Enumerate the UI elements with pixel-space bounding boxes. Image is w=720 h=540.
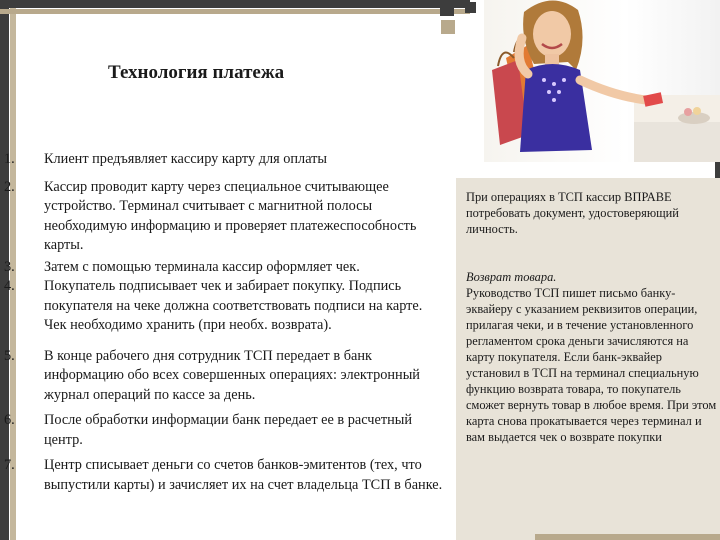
step-item (4, 178, 444, 256)
step-item (4, 411, 444, 450)
return-note-text: Руководство ТСП пишет письмо банку-эквайеру с указанием реквизитов операции, прилагая чеки, и в течение установленного регламентом срока деньги зачисляются на карту покупателя. Если банк-эквайер установил в ТСП на терминал специальную функцию возврата товара, то покупатель сможет вернуть товар в любое время. При этом карта снова прокатывается через терминал и вам выдается чек о возврате покупки (466, 286, 717, 444)
payment-steps-list (4, 150, 444, 495)
step-text: Затем с помощью терминала кассир оформляет чек. (44, 258, 360, 275)
return-note-heading: Возврат товара. (466, 270, 557, 284)
step-item (4, 456, 444, 495)
step-text: Кассир проводит карту через специальное считывающее устройство. Терминал считывает с магнитной полосы необходимую информацию и проверяет платежеспособность карты. (44, 178, 417, 253)
frame-square-small (465, 2, 476, 13)
id-requirement-note: При операциях в ТСП кассир ВПРАВЕ потребовать документ, удостоверяющий личность. (466, 190, 679, 236)
step-number: 3. (4, 258, 15, 275)
step-number: 1. (4, 151, 15, 167)
step-number: 7. (4, 457, 15, 473)
step-item (4, 258, 444, 278)
return-note (466, 269, 718, 445)
frame-square-dark (440, 2, 454, 16)
step-text: Покупатель подписывает чек и забирает покупку. Подпись покупателя на чеке должна соответствовать подписи на карте. Чек необходимо хранить (при необх. возврата). (44, 278, 423, 333)
step-text: Клиент предъявляет кассиру карту для оплаты (44, 151, 328, 167)
step-number: 4. (4, 278, 15, 294)
shopper-illustration (484, 0, 720, 162)
step-item (4, 277, 444, 336)
step-item (4, 347, 444, 406)
step-item (4, 150, 444, 170)
step-number: 5. (4, 347, 15, 364)
frame-square-tan (441, 20, 455, 34)
frame-bar-top (0, 0, 470, 8)
frame-bar-bottom (535, 534, 720, 540)
step-text: В конце рабочего дня сотрудник ТСП передает в банк информацию обо всех совершенных операциях: электронный журнал операций по кассе за день. (44, 347, 420, 403)
step-text: После обработки информации банк передает ее в расчетный центр. (44, 412, 412, 448)
shopper-photo (484, 0, 720, 162)
step-number: 6. (4, 412, 15, 428)
step-text: Центр списывает деньги со счетов банков-эмитентов (тех, что выпустили карты) и зачисляет их на счет владельца ТСП в банке. (44, 457, 443, 493)
slide-title: Технология платежа (108, 62, 285, 83)
step-number: 2. (4, 178, 15, 195)
frame-bar-top-accent (0, 9, 470, 14)
